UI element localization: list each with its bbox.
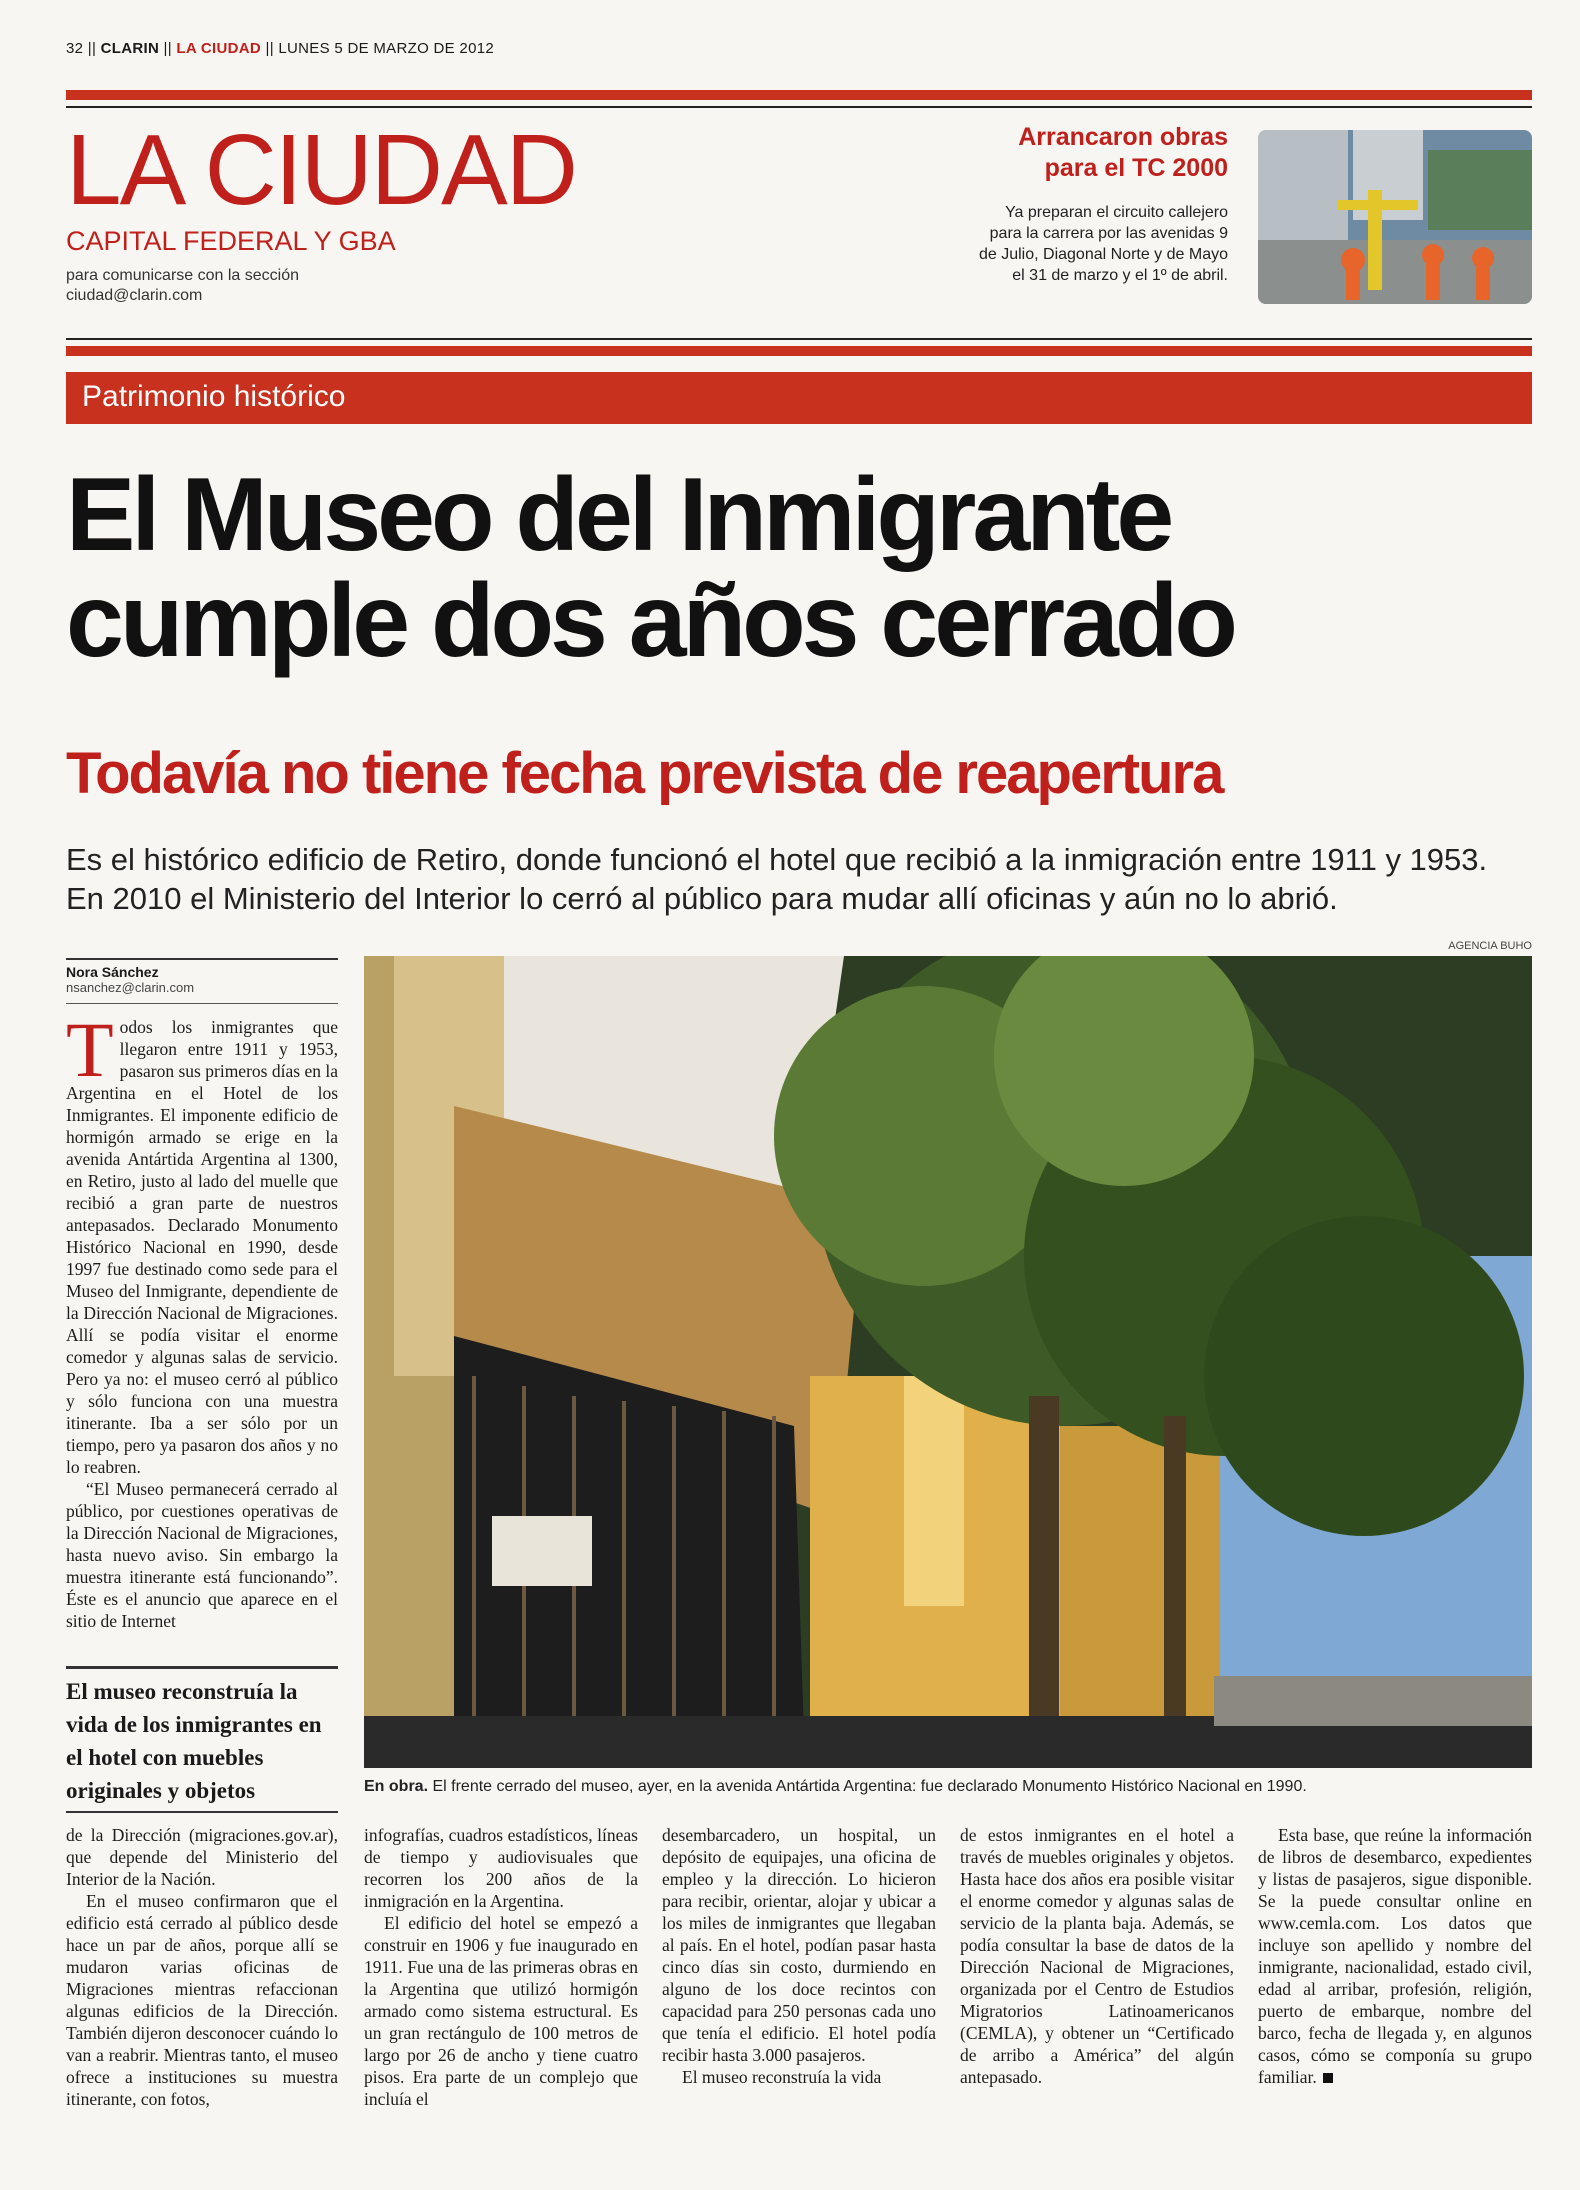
column-1 [66, 1006, 338, 1632]
lede: Es el histórico edificio de Retiro, donde funcionó el hotel que recibió a la inmigración entre 1911 y 1953. En 2010 el Ministerio del Interior lo cerró al público para mudar allí oficinas y aún no lo abrió. [66, 842, 1488, 916]
promo-text-line: el 31 de marzo y el 1º de abril. [1012, 267, 1228, 284]
paragraph: El edificio del hotel se empezó a construir en 1906 y fue inaugurado en 1911. Fue una de las primeras obras en la Argentina que utilizó hormigón armado como sistema estructural. Es un gran rectángulo de 100 metros de largo por 26 de ancho y tiene cuatro pisos. Era parte de un complejo que incluía el [364, 1913, 638, 2109]
paragraph: desembarcadero, un hospital, un depósito de equipajes, una oficina de empleo y la dirección. Lo hicieron para recibir, orientar, alojar y ubicar a los miles de inmigrantes que llegaban al país. En el hotel, podían pasar hasta cinco días sin costo, durmiendo en alguno de los doce recintos con capacidad para 250 personas cada uno que tenía el edificio. El hotel podía recibir hasta 3.000 pasajeros. [662, 1825, 936, 2065]
header-red-rule [66, 346, 1532, 356]
paper-name: CLARIN [100, 40, 160, 57]
museum-facade-photo [364, 956, 1532, 1768]
column-2 [66, 1824, 338, 2110]
headline-line: El Museo del Inmigrante [66, 457, 1171, 573]
promo-headline-line: Arrancaron obras [1018, 123, 1228, 151]
kicker-bar [66, 372, 1532, 424]
top-thin-rule [66, 106, 1532, 108]
promo-text-line: de Julio, Diagonal Norte y de Mayo [978, 246, 1228, 263]
pull-quote: El museo reconstruía la vida de los inmigrantes en el hotel con muebles originales y objetos [66, 1666, 338, 1813]
contact-email: ciudad@clarin.com [66, 287, 203, 304]
author-email: nsanchez@clarin.com [66, 980, 195, 995]
paragraph: “El Museo permanecerá cerrado al público, por cuestiones operativas de la Dirección Nacional de Migraciones, hasta nuevo aviso. Sin embargo la muestra itinerante está funcionando”. Éste es el anuncio que aparece en el sitio de Internet [66, 1479, 338, 1631]
paragraph [1258, 1824, 1532, 2088]
promo-text-line: para la carrera por las avenidas 9 [989, 225, 1228, 242]
section-subtitle: CAPITAL FEDERAL Y GBA [66, 226, 396, 256]
issue-date: LUNES 5 DE MARZO DE 2012 [278, 40, 494, 57]
promo-photo-illustration [1258, 130, 1532, 304]
paragraph: El museo reconstruía la vida [682, 2067, 882, 2087]
paragraph: odos los inmigrantes que llegaron entre 1911 y 1953, pasaron sus primeros días en la Argentina en el Hotel de los Inmigrantes. El imponente edificio de hormigón armado se erige en la avenida Antártida Argentina al 1300, en Retiro, justo al lado del muelle que recibió a gran parte de nuestros antepasados. Declarado Monumento Histórico Nacional en 1990, desde 1997 fue destinado como sede para el Museo del Inmigrante, dependiente de la Dirección Nacional de Migraciones. Allí se podía visitar el enorme comedor y algunas salas de servicio. Pero ya no: el museo cerró al público y sólo funciona con una muestra itinerante. Iba a ser sólo por un tiempo, pero ya pasaron dos años y no lo reabren. [66, 1017, 338, 1477]
page-number: 32 [66, 40, 84, 57]
promo-headline-line: para el TC 2000 [1044, 154, 1228, 182]
paragraph: de estos inmigrantes en el hotel a través de muebles originales y objetos. Hasta hace dos años era posible visitar el enorme comedor y algunas salas de servicio de la planta baja. Además, se podía consultar la base de datos de la Dirección Nacional de Migraciones, organizada por el Centro de Estudios Migratorios Latinoamericanos (CEMLA), y obtener un “Certificado de arribo a América” del algún antepasado. [960, 1825, 1234, 2087]
headline [66, 457, 1536, 679]
section-contact [66, 266, 299, 306]
photo-caption [364, 1778, 1532, 1796]
section-name: LA CIUDAD [176, 40, 262, 57]
masthead: 32 || CLARIN || LA CIUDAD || LUNES 5 DE MARZO DE 2012 [66, 40, 494, 57]
paragraph: de la Dirección (migraciones.gov.ar), que depende del Ministerio del Interior de la Nación. [66, 1825, 338, 1889]
column-4 [662, 1824, 936, 2088]
byline [66, 958, 338, 1004]
promo-text-line: Ya preparan el circuito callejero [1005, 204, 1228, 221]
column-6 [1258, 1824, 1532, 2088]
paragraph: En el museo confirmaron que el edificio está cerrado al público desde hace un par de años, porque allí se mudaron varias oficinas de Migraciones mientras refaccionan algunas edificios de la Dirección. También dijeron desconocer cuándo lo van a reabrir. Mientras tanto, el museo ofrece a instituciones su muestra itinerante, con fotos, [66, 1891, 338, 2109]
promo-text [888, 202, 1228, 286]
header-bottom-rule [66, 338, 1532, 340]
subheadline: Todavía no tiene fecha prevista de reapertura [66, 741, 1223, 806]
column-3 [364, 1824, 638, 2110]
main-photo [364, 956, 1532, 1768]
author-name: Nora Sánchez [66, 964, 159, 980]
drop-cap: T [66, 1006, 114, 1093]
promo-photo [1258, 130, 1532, 304]
promo-headline [888, 122, 1228, 184]
caption-text: El frente cerrado del museo, ayer, en la avenida Antártida Argentina: fue declarado Monumento Histórico Nacional en 1990. [432, 1778, 1307, 1795]
section-title: LA CIUDAD [66, 114, 576, 226]
kicker-label: Patrimonio histórico [82, 380, 346, 413]
end-mark [1323, 2073, 1333, 2083]
paragraph-text: Esta base, que reúne la información de libros de desembarco, expedientes y listas de pasajeros, sigue disponible. Se la puede consultar online en www.cemla.com. Los datos que incluye son apellido y nombre del inmigrante, nacionalidad, estado civil, edad al arribar, profesión, religión, puerto de embarque, nombre del barco, fecha de llegada y, en algunos casos, cómo se componía su grupo familiar. [1258, 1825, 1532, 2087]
top-red-rule [66, 90, 1532, 100]
paragraph: infografías, cuadros estadísticos, líneas de tiempo y audiovisuales que recorren los 200 años de la inmigración en la Argentina. [364, 1825, 638, 1911]
column-5 [960, 1824, 1234, 2088]
contact-line: para comunicarse con la sección [66, 267, 300, 284]
photo-credit: AGENCIA BUHO [1448, 940, 1532, 952]
headline-line: cumple dos años cerrado [66, 563, 1234, 679]
caption-lead: En obra. [364, 1778, 429, 1795]
